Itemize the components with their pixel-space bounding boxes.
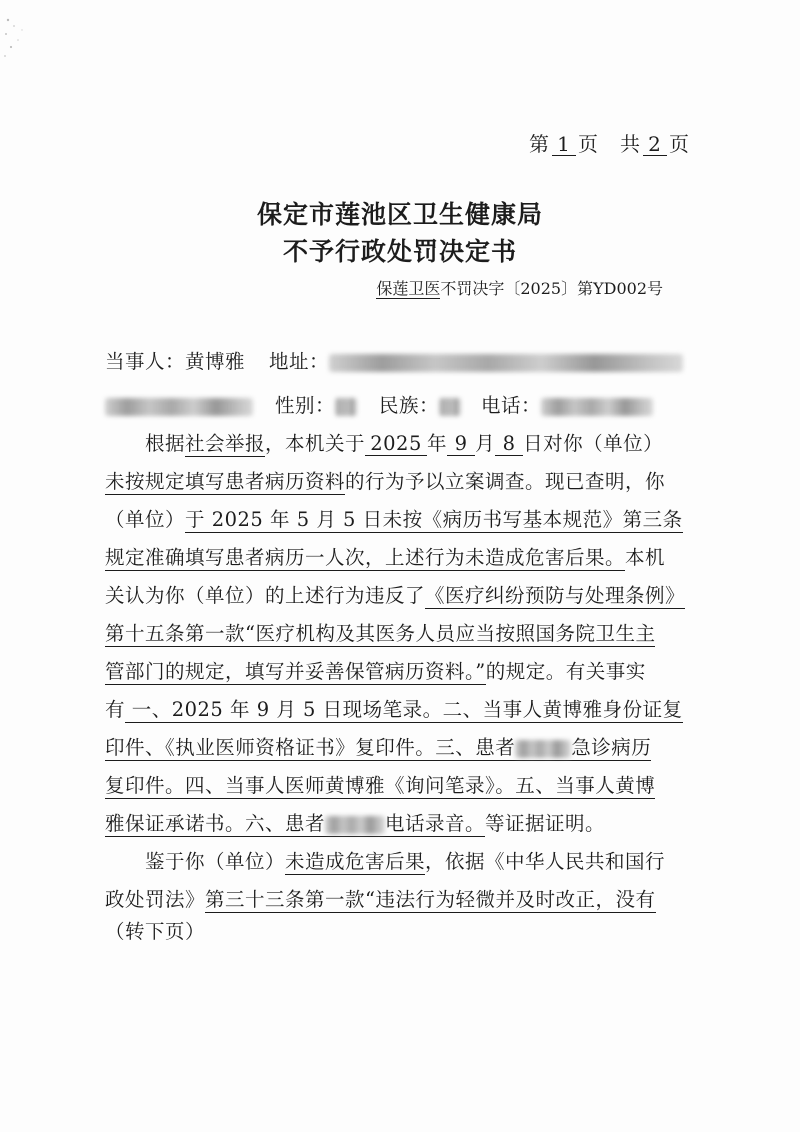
- body-line-2: 未按规定填写患者病历资料的行为予以立案调查。现已查明，你: [105, 470, 666, 493]
- body-line-5: 关认为你（单位）的上述行为违反了《医疗纠纷预防与处理条例》: [105, 584, 686, 607]
- body-line-12: 鉴于你（单位）未造成危害后果，依据《中华人民共和国行: [145, 850, 666, 873]
- body-line-3: （单位）于 2025 年 5 月 5 日未按《病历书写基本规范》第三条: [105, 508, 683, 531]
- redacted-gender: [335, 398, 357, 416]
- body-line-11: 雅保证承诺书。六、患者 电话录音。等证据证明。: [105, 812, 606, 835]
- body-line-13: 政处罚法》第三十三条第一款“违法行为轻微并及时改正，没有: [105, 888, 656, 911]
- gender-label: 性别：: [275, 394, 336, 417]
- body-line-1: 根据社会举报，本机关于 2025 年 9 月 8 日对你（单位）: [145, 432, 664, 455]
- issuer-title: 保定市莲池区卫生健康局: [256, 200, 543, 229]
- filing-month: 9: [447, 433, 475, 456]
- party-name: 黄博雅: [185, 350, 246, 373]
- phone-label: 电话：: [481, 394, 542, 417]
- redacted-patient-name-2: [325, 816, 385, 834]
- filing-year: 2025: [365, 433, 427, 456]
- body-line-6: 第十五条第一款“医疗机构及其医务人员应当按照国务院卫生主: [105, 622, 656, 645]
- party-label: 当事人：: [105, 350, 186, 373]
- body-line-8: 有 一、2025 年 9 月 5 日现场笔录。二、当事人黄博雅身份证复: [105, 698, 683, 721]
- body-line-10: 复印件。四、当事人医师黄博雅《询问笔录》。五、当事人黄博: [105, 774, 656, 797]
- violation-description: 未按规定填写患者病历资料: [105, 470, 346, 493]
- party-line-2: [105, 390, 705, 418]
- page-label-mid: 页 共: [578, 132, 641, 156]
- address-label: 地址：: [269, 350, 330, 373]
- page-number: [529, 128, 690, 157]
- case-source: 社会举报: [185, 432, 266, 455]
- document-number: [376, 276, 663, 299]
- page-total: 2: [643, 133, 667, 156]
- page-label-post: 页: [669, 132, 690, 156]
- redacted-address: [329, 354, 683, 372]
- party-line-1: [105, 346, 705, 374]
- redacted-ethnicity: [439, 398, 461, 416]
- body-line-9: 印件、《执业医师资格证书》复印件。三、患者 急诊病历: [105, 736, 652, 759]
- page-current: 1: [552, 133, 576, 156]
- doc-number-rest: 不罚决字〔2025〕第YD002号: [440, 279, 663, 298]
- redacted-patient-name: [515, 740, 571, 758]
- redacted-address-cont: [105, 398, 253, 416]
- document-title: 不予行政处罚决定书: [282, 237, 517, 266]
- ethnicity-label: 民族：: [379, 394, 440, 417]
- filing-day: 8: [495, 433, 523, 456]
- body-line-7: 管部门的规定，填写并妥善保管病历资料。”的规定。有关事实: [105, 660, 646, 683]
- body-line-4: 规定准确填写患者病历一人次，上述行为未造成危害后果。本机: [105, 546, 666, 569]
- doc-number-prefix: 保莲卫医: [376, 279, 441, 298]
- continued-note: （转下页）: [105, 920, 206, 943]
- page-label-pre: 第: [529, 132, 550, 156]
- redacted-phone: [541, 398, 653, 416]
- scan-speckle: [2, 12, 42, 72]
